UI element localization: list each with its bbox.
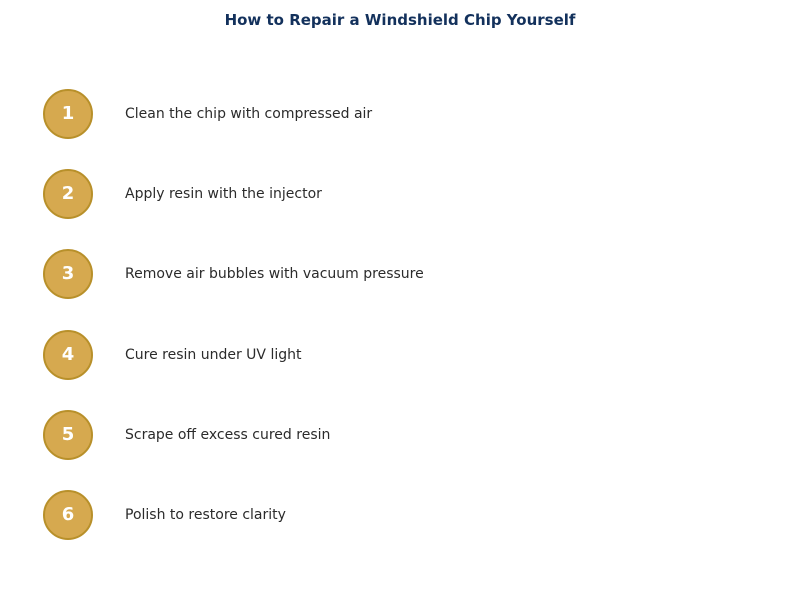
- step-number-badge: 6: [43, 490, 93, 540]
- page-title: How to Repair a Windshield Chip Yourself: [224, 11, 576, 29]
- step-number-badge: 3: [43, 249, 93, 299]
- step-label: Clean the chip with compressed air: [125, 106, 373, 122]
- step-label: Scrape off excess cured resin: [125, 427, 331, 443]
- step-item: [0, 249, 800, 299]
- step-number-badge: 5: [43, 410, 93, 460]
- step-item: [0, 169, 800, 219]
- step-item: [0, 490, 800, 540]
- step-item: [0, 89, 800, 139]
- step-number-badge: 1: [43, 89, 93, 139]
- step-label: Apply resin with the injector: [125, 186, 322, 202]
- step-item: [0, 410, 800, 460]
- step-number-badge: 4: [43, 330, 93, 380]
- step-label: Polish to restore clarity: [125, 507, 286, 523]
- step-label: Remove air bubbles with vacuum pressure: [125, 266, 424, 282]
- step-item: [0, 330, 800, 380]
- step-number-badge: 2: [43, 169, 93, 219]
- step-label: Cure resin under UV light: [125, 347, 302, 363]
